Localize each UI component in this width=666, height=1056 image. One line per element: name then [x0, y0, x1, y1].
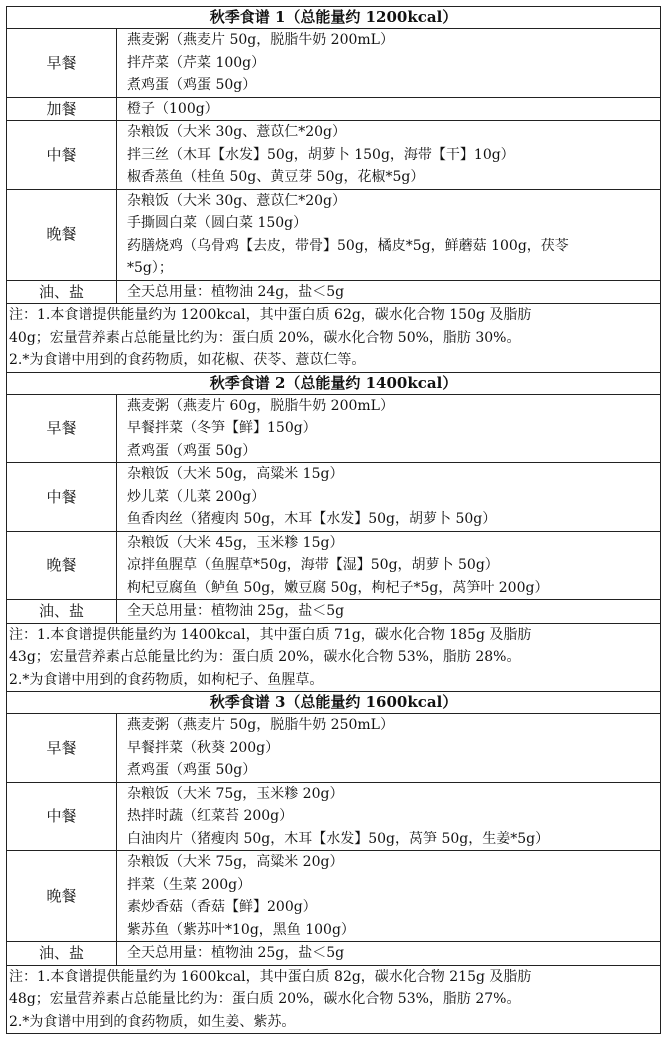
dish-line: 燕麦粥（燕麦片 60g，脱脂牛奶 200mL）	[127, 397, 394, 414]
dish-line: 紫苏鱼（紫苏叶*10g，黑鱼 100g）	[127, 921, 355, 938]
meal-name: 中餐	[7, 782, 117, 851]
dish-line: 椒香蒸鱼（桂鱼 50g、黄豆芽 50g，花椒*5g）	[127, 169, 425, 185]
plan-title-row	[7, 692, 661, 714]
meal-row	[7, 394, 661, 463]
recipe-table-body	[7, 7, 661, 1034]
meal-items	[117, 97, 661, 121]
plan-title: 秋季食谱 2（总能量约 1400kcal）	[7, 372, 661, 394]
dish-line: 煮鸡蛋（鸡蛋 50g）	[127, 77, 257, 93]
meal-name: 油、盐	[7, 600, 117, 624]
dish-line: 热拌时蔬（红菜苔 200g）	[127, 808, 294, 824]
meal-row	[7, 463, 661, 532]
meal-name: 中餐	[7, 463, 117, 532]
note-line: 注：1.本食谱提供能量约为 1400kcal，其中蛋白质 71g，碳水化合物 185g 及脂肪	[9, 626, 532, 643]
meal-items	[117, 29, 661, 98]
meal-items	[117, 463, 661, 532]
note-line: 43g；宏量营养素占总能量比约为：蛋白质 20%，碳水化合物 53%，脂肪 28%。	[9, 649, 521, 665]
meal-row	[7, 942, 661, 966]
meal-name: 早餐	[7, 394, 117, 463]
meal-row	[7, 189, 661, 280]
dish-line: 橙子（100g）	[127, 100, 219, 117]
dish-line: 枸杞豆腐鱼（鲈鱼 50g，嫩豆腐 50g，枸杞子*5g，莴笋叶 200g）	[127, 579, 549, 596]
meal-items	[117, 531, 661, 600]
dish-line: 燕麦粥（燕麦片 50g，脱脂牛奶 250mL）	[127, 717, 394, 733]
dish-line: 早餐拌菜（秋葵 200g）	[127, 739, 280, 756]
plan-title-row	[7, 7, 661, 29]
note-line: 2.*为食谱中用到的食药物质，如生姜、紫苏。	[9, 1013, 296, 1030]
dish-line: 白油肉片（猪瘦肉 50g，木耳【水发】50g，莴笋 50g，生姜*5g）	[127, 830, 550, 847]
meal-items	[117, 189, 661, 280]
dish-line: 手撕圆白菜（圆白菜 150g）	[127, 215, 308, 231]
note-line: 2.*为食谱中用到的食药物质，如花椒、茯苓、薏苡仁等。	[9, 352, 366, 368]
meal-name: 晚餐	[7, 851, 117, 942]
dish-line: 拌芹菜（芹菜 100g）	[127, 54, 266, 71]
meal-name: 油、盐	[7, 280, 117, 304]
dish-line: 杂粮饭（大米 75g，玉米糁 20g）	[127, 785, 344, 802]
meal-row	[7, 97, 661, 121]
dish-line: 炒儿菜（儿菜 200g）	[127, 488, 266, 505]
meal-items	[117, 121, 661, 190]
note-line: 注：1.本食谱提供能量约为 1600kcal，其中蛋白质 82g，碳水化合物 215g 及脂肪	[9, 968, 532, 985]
plan-notes	[7, 623, 661, 692]
note-line: 注：1.本食谱提供能量约为 1200kcal，其中蛋白质 62g，碳水化合物 150g 及脂肪	[9, 307, 532, 323]
dish-line: 全天总用量：植物油 25g，盐＜5g	[127, 603, 345, 619]
plan-title-row	[7, 372, 661, 394]
meal-name: 加餐	[7, 97, 117, 121]
meal-name: 中餐	[7, 121, 117, 190]
meal-row	[7, 600, 661, 624]
meal-items	[117, 782, 661, 851]
meal-items	[117, 942, 661, 966]
dish-line: 拌菜（生菜 200g）	[127, 876, 252, 893]
meal-row	[7, 121, 661, 190]
meal-name: 油、盐	[7, 942, 117, 966]
meal-items	[117, 394, 661, 463]
meal-items	[117, 851, 661, 942]
dish-line: 早餐拌菜（冬笋【鲜】150g）	[127, 420, 317, 436]
dish-line: 鱼香肉丝（猪瘦肉 50g，木耳【水发】50g，胡萝卜 50g）	[127, 511, 497, 527]
recipe-document	[6, 6, 660, 1034]
dish-line: 燕麦粥（燕麦片 50g，脱脂牛奶 200mL）	[127, 32, 394, 48]
plan-title: 秋季食谱 3（总能量约 1600kcal）	[7, 692, 661, 714]
dish-line: 煮鸡蛋（鸡蛋 50g）	[127, 442, 257, 459]
meal-items	[117, 280, 661, 304]
meal-name: 早餐	[7, 29, 117, 98]
meal-name: 晚餐	[7, 531, 117, 600]
plan-title: 秋季食谱 1（总能量约 1200kcal）	[7, 7, 661, 29]
meal-items	[117, 714, 661, 783]
dish-line: *5g）；	[127, 260, 173, 276]
note-line: 48g；宏量营养素占总能量比约为：蛋白质 20%，碳水化合物 53%，脂肪 27%。	[9, 991, 521, 1007]
plan-notes-row	[7, 304, 661, 373]
meal-row	[7, 29, 661, 98]
dish-line: 杂粮饭（大米 30g、薏苡仁*20g）	[127, 124, 347, 140]
meal-name: 早餐	[7, 714, 117, 783]
dish-line: 杂粮饭（大米 50g，高粱米 15g）	[127, 466, 344, 482]
meal-row	[7, 851, 661, 942]
dish-line: 素炒香菇（香菇【鲜】200g）	[127, 899, 317, 915]
meal-row	[7, 714, 661, 783]
note-line: 2.*为食谱中用到的食药物质，如枸杞子、鱼腥草。	[9, 671, 324, 688]
dish-line: 杂粮饭（大米 45g，玉米糁 15g）	[127, 534, 344, 551]
meal-row	[7, 531, 661, 600]
plan-notes-row	[7, 623, 661, 692]
note-line: 40g；宏量营养素占总能量比约为：蛋白质 20%，碳水化合物 50%，脂肪 30%。	[9, 329, 521, 346]
dish-line: 药膳烧鸡（乌骨鸡【去皮，带骨】50g，橘皮*5g，鲜蘑菇 100g，茯苓	[127, 237, 569, 254]
plan-notes	[7, 965, 661, 1034]
meal-name: 晚餐	[7, 189, 117, 280]
dish-line: 拌三丝（木耳【水发】50g，胡萝卜 150g，海带【干】10g）	[127, 146, 515, 163]
dish-line: 杂粮饭（大米 30g、薏苡仁*20g）	[127, 192, 347, 209]
dish-line: 全天总用量：植物油 25g，盐＜5g	[127, 945, 345, 961]
dish-line: 凉拌鱼腥草（鱼腥草*50g，海带【湿】50g，胡萝卜 50g）	[127, 557, 499, 573]
meal-row	[7, 782, 661, 851]
recipe-table	[6, 6, 661, 1034]
dish-line: 杂粮饭（大米 75g，高粱米 20g）	[127, 854, 344, 870]
meal-row	[7, 280, 661, 304]
plan-notes	[7, 304, 661, 373]
dish-line: 煮鸡蛋（鸡蛋 50g）	[127, 762, 257, 778]
dish-line: 全天总用量：植物油 24g，盐＜5g	[127, 283, 345, 300]
plan-notes-row	[7, 965, 661, 1034]
meal-items	[117, 600, 661, 624]
